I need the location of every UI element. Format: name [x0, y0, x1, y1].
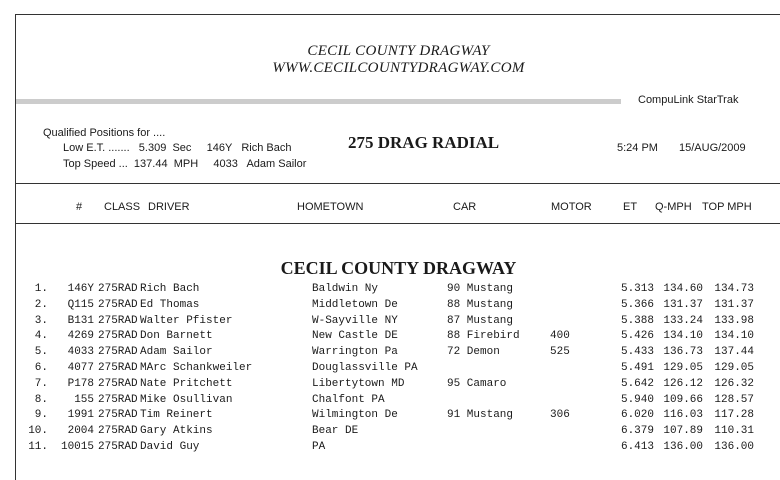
cell-topmph: 137.44 [714, 346, 754, 359]
cell-qmph: 136.00 [663, 441, 703, 453]
table-row [16, 362, 780, 378]
table-row [16, 409, 780, 425]
cell-et: 5.642 [620, 377, 654, 390]
col-qmph: Q-MPH [655, 201, 692, 213]
cell-hometown: Baldwin Ny [312, 283, 379, 295]
cell-num: 10015 [60, 441, 94, 453]
cell-hometown: Middletown De [312, 298, 398, 311]
table-row [16, 299, 780, 315]
cell-class: 275RAD [98, 330, 138, 343]
cell-pos: 7. [34, 377, 48, 390]
cell-qmph: 134.60 [663, 283, 703, 295]
cell-car: 88 Firebird [447, 330, 520, 343]
col-num: # [76, 201, 83, 213]
cell-num: 4033 [67, 346, 94, 359]
table-row [16, 394, 780, 410]
cell-et: 5.426 [620, 330, 654, 343]
cell-class: 275RAD [98, 377, 138, 390]
cell-hometown: W-Sayville NY [312, 314, 398, 327]
cell-motor: 306 [550, 409, 570, 422]
table-row [16, 425, 780, 441]
cell-qmph: 133.24 [663, 314, 703, 327]
cell-pos: 6. [34, 362, 48, 374]
cell-car: 72 Demon [447, 346, 500, 359]
cell-pos: 4. [34, 330, 48, 343]
cell-class: 275RAD [98, 314, 138, 327]
col-car: CAR [453, 201, 477, 213]
top-speed-line: Top Speed ... 137.44 MPH 4033 Adam Sailor [63, 158, 307, 170]
track-name-header: CECIL COUNTY DRAGWAY [307, 43, 490, 59]
cell-topmph: 126.32 [714, 377, 754, 390]
cell-topmph: 117.28 [714, 409, 754, 422]
cell-car: 88 Mustang [447, 298, 514, 311]
cell-driver: Nate Pritchett [140, 377, 233, 390]
cell-qmph: 131.37 [663, 298, 703, 311]
cell-class: 275RAD [98, 409, 138, 422]
cell-et: 5.366 [620, 298, 654, 311]
cell-class: 275RAD [98, 362, 138, 374]
cell-driver: Gary Atkins [140, 425, 213, 438]
cell-pos: 2. [34, 298, 48, 311]
section-title: CECIL COUNTY DRAGWAY [280, 258, 517, 278]
event-date: 15/AUG/2009 [679, 142, 746, 154]
cell-hometown: Bear DE [312, 425, 359, 438]
cell-et: 6.413 [620, 441, 654, 453]
cell-et: 6.020 [620, 409, 654, 422]
dotted-divider [16, 99, 621, 104]
cell-driver: Mike Osullivan [140, 393, 233, 406]
cell-pos: 3. [34, 314, 48, 327]
cell-num: P178 [67, 377, 94, 390]
col-topmph: TOP MPH [702, 201, 752, 213]
col-et: ET [623, 201, 638, 213]
cell-qmph: 116.03 [663, 409, 703, 422]
results-sheet [15, 14, 780, 480]
cell-hometown: Wilmington De [312, 409, 398, 422]
timing-system-label: CompuLink StarTrak [638, 94, 739, 106]
cell-hometown: New Castle DE [312, 330, 398, 343]
cell-driver: Walter Pfister [140, 314, 233, 327]
cell-car: 87 Mustang [447, 314, 514, 327]
cell-topmph: 134.73 [714, 283, 754, 295]
cell-class: 275RAD [98, 346, 138, 359]
cell-num: 146Y [67, 283, 94, 295]
cell-topmph: 129.05 [714, 362, 754, 374]
cell-hometown: Douglassville PA [312, 362, 418, 374]
cell-num: 4077 [67, 362, 94, 374]
cell-motor: 400 [550, 330, 570, 343]
cell-et: 5.388 [620, 314, 654, 327]
cell-class: 275RAD [98, 283, 138, 295]
header-top-rule [16, 183, 780, 184]
cell-driver: David Guy [140, 441, 200, 453]
header-bottom-rule [16, 223, 780, 224]
cell-qmph: 136.73 [663, 346, 703, 359]
cell-et: 5.433 [620, 346, 654, 359]
cell-driver: MArc Schankweiler [140, 362, 253, 374]
col-class: CLASS [104, 201, 141, 213]
cell-pos: 10. [28, 425, 48, 438]
cell-car: 90 Mustang [447, 283, 514, 295]
cell-car: 91 Mustang [447, 409, 514, 422]
cell-driver: Adam Sailor [140, 346, 213, 359]
table-row [16, 378, 780, 394]
event-time: 5:24 PM [617, 142, 658, 154]
cell-topmph: 133.98 [714, 314, 754, 327]
table-row [16, 283, 780, 299]
cell-pos: 11. [28, 441, 48, 453]
cell-pos: 8. [34, 393, 48, 406]
cell-driver: Rich Bach [140, 283, 200, 295]
table-row [16, 330, 780, 346]
cell-driver: Ed Thomas [140, 298, 200, 311]
cell-qmph: 109.66 [663, 393, 703, 406]
table-row [16, 441, 780, 457]
cell-num: 4269 [67, 330, 94, 343]
cell-qmph: 129.05 [663, 362, 703, 374]
cell-et: 5.940 [620, 393, 654, 406]
cell-motor: 525 [550, 346, 570, 359]
cell-num: B131 [67, 314, 94, 327]
cell-hometown: Libertytown MD [312, 377, 405, 390]
cell-num: 155 [74, 393, 94, 406]
cell-hometown: Chalfont PA [312, 393, 385, 406]
cell-pos: 5. [34, 346, 48, 359]
cell-num: 1991 [67, 409, 94, 422]
cell-driver: Tim Reinert [140, 409, 213, 422]
low-et-line: Low E.T. ....... 5.309 Sec 146Y Rich Bach [63, 142, 292, 154]
cell-car: 95 Camaro [447, 377, 507, 390]
cell-class: 275RAD [98, 393, 138, 406]
cell-num: Q115 [67, 298, 94, 311]
col-hometown: HOMETOWN [297, 201, 364, 213]
cell-topmph: 136.00 [714, 441, 754, 453]
cell-et: 5.491 [620, 362, 654, 374]
cell-topmph: 128.57 [714, 393, 754, 406]
col-driver: DRIVER [148, 201, 190, 213]
cell-class: 275RAD [98, 425, 138, 438]
cell-qmph: 126.12 [663, 377, 703, 390]
cell-topmph: 131.37 [714, 298, 754, 311]
cell-topmph: 134.10 [714, 330, 754, 343]
class-title: 275 DRAG RADIAL [348, 133, 500, 152]
cell-hometown: Warrington Pa [312, 346, 398, 359]
table-row [16, 315, 780, 331]
website-header: WWW.CECILCOUNTYDRAGWAY.COM [272, 60, 525, 76]
cell-class: 275RAD [98, 441, 138, 453]
cell-qmph: 134.10 [663, 330, 703, 343]
cell-topmph: 110.31 [714, 425, 754, 438]
cell-et: 6.379 [620, 425, 654, 438]
cell-driver: Don Barnett [140, 330, 213, 343]
table-row [16, 346, 780, 362]
cell-pos: 1. [34, 283, 48, 295]
cell-qmph: 107.89 [663, 425, 703, 438]
cell-class: 275RAD [98, 298, 138, 311]
cell-et: 5.313 [620, 283, 654, 295]
col-motor: MOTOR [551, 201, 592, 213]
cell-num: 2004 [67, 425, 94, 438]
cell-hometown: PA [312, 441, 326, 453]
cell-pos: 9. [34, 409, 48, 422]
qualified-label: Qualified Positions for .... [43, 127, 166, 139]
